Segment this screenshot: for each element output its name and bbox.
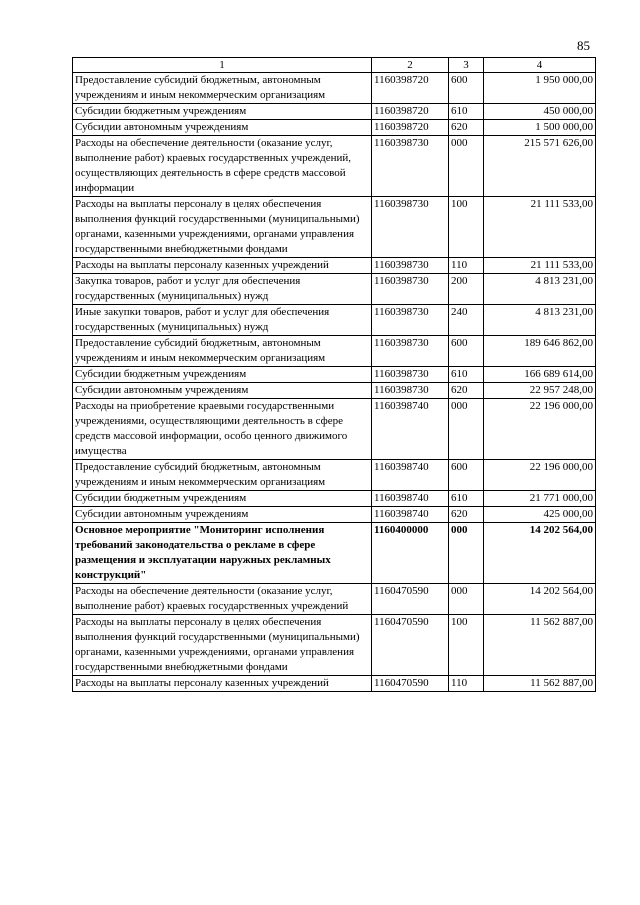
row-name-cell: Закупка товаров, работ и услуг для обеспечения государственных (муниципальных) нужд bbox=[73, 274, 372, 305]
row-type-cell: 240 bbox=[449, 305, 484, 336]
row-name-cell: Субсидии бюджетным учреждениям bbox=[73, 104, 372, 120]
row-name-cell: Расходы на выплаты персоналу казенных учреждений bbox=[73, 258, 372, 274]
row-code-cell: 1160398720 bbox=[372, 120, 449, 136]
table-row bbox=[73, 274, 596, 305]
table-row bbox=[73, 120, 596, 136]
row-type-cell: 610 bbox=[449, 491, 484, 507]
row-amount-cell: 4 813 231,00 bbox=[484, 305, 596, 336]
row-amount-cell: 22 957 248,00 bbox=[484, 383, 596, 399]
row-name-cell: Субсидии бюджетным учреждениям bbox=[73, 367, 372, 383]
header-col-4: 4 bbox=[484, 58, 596, 73]
row-name-cell: Субсидии автономным учреждениям bbox=[73, 507, 372, 523]
row-amount-cell: 14 202 564,00 bbox=[484, 584, 596, 615]
row-code-cell: 1160400000 bbox=[372, 523, 449, 584]
table-row bbox=[73, 460, 596, 491]
row-name-cell: Субсидии автономным учреждениям bbox=[73, 120, 372, 136]
header-col-1: 1 bbox=[73, 58, 372, 73]
page-number: 85 bbox=[577, 38, 590, 53]
table-row bbox=[73, 507, 596, 523]
table-row bbox=[73, 336, 596, 367]
row-code-cell: 1160398730 bbox=[372, 305, 449, 336]
row-amount-cell: 21 111 533,00 bbox=[484, 258, 596, 274]
row-type-cell: 600 bbox=[449, 460, 484, 491]
row-amount-cell: 22 196 000,00 bbox=[484, 399, 596, 460]
row-amount-cell: 21 111 533,00 bbox=[484, 197, 596, 258]
table-header bbox=[73, 58, 596, 73]
row-amount-cell: 22 196 000,00 bbox=[484, 460, 596, 491]
row-code-cell: 1160470590 bbox=[372, 584, 449, 615]
row-type-cell: 110 bbox=[449, 676, 484, 692]
row-amount-cell: 21 771 000,00 bbox=[484, 491, 596, 507]
row-amount-cell: 1 500 000,00 bbox=[484, 120, 596, 136]
row-name-cell: Предоставление субсидий бюджетным, автономным учреждениям и иным некоммерческим организациям bbox=[73, 460, 372, 491]
row-code-cell: 1160470590 bbox=[372, 676, 449, 692]
row-code-cell: 1160398730 bbox=[372, 336, 449, 367]
table-row bbox=[73, 615, 596, 676]
table-body bbox=[73, 73, 596, 692]
row-type-cell: 610 bbox=[449, 367, 484, 383]
row-amount-cell: 11 562 887,00 bbox=[484, 615, 596, 676]
row-type-cell: 200 bbox=[449, 274, 484, 305]
row-name-cell: Предоставление субсидий бюджетным, автономным учреждениям и иным некоммерческим организациям bbox=[73, 73, 372, 104]
row-code-cell: 1160398730 bbox=[372, 367, 449, 383]
table-row bbox=[73, 197, 596, 258]
header-col-2: 2 bbox=[372, 58, 449, 73]
row-amount-cell: 14 202 564,00 bbox=[484, 523, 596, 584]
row-amount-cell: 425 000,00 bbox=[484, 507, 596, 523]
row-code-cell: 1160398740 bbox=[372, 399, 449, 460]
table-row bbox=[73, 399, 596, 460]
row-type-cell: 110 bbox=[449, 258, 484, 274]
table-row bbox=[73, 305, 596, 336]
row-name-cell: Расходы на выплаты персоналу казенных учреждений bbox=[73, 676, 372, 692]
row-code-cell: 1160398740 bbox=[372, 460, 449, 491]
row-code-cell: 1160398740 bbox=[372, 507, 449, 523]
table-row bbox=[73, 104, 596, 120]
row-amount-cell: 1 950 000,00 bbox=[484, 73, 596, 104]
row-name-cell: Расходы на обеспечение деятельности (оказание услуг, выполнение работ) краевых государственных учреждений bbox=[73, 584, 372, 615]
row-code-cell: 1160398730 bbox=[372, 258, 449, 274]
row-type-cell: 100 bbox=[449, 615, 484, 676]
row-name-cell: Расходы на выплаты персоналу в целях обеспечения выполнения функций государственными (муниципальными) органами, казенными учреждениями, органами управления государственными внебюджетными фондами bbox=[73, 615, 372, 676]
table-row bbox=[73, 383, 596, 399]
row-type-cell: 620 bbox=[449, 383, 484, 399]
row-name-cell: Расходы на приобретение краевыми государственными учреждениями, осуществляющими деятельность в сфере средств массовой информации, особо ценного движимого имущества bbox=[73, 399, 372, 460]
row-name-cell: Основное мероприятие "Мониторинг исполнения требований законодательства о рекламе в сфере размещения и эксплуатации наружных рекламных конструкций" bbox=[73, 523, 372, 584]
row-type-cell: 000 bbox=[449, 523, 484, 584]
row-code-cell: 1160398730 bbox=[372, 136, 449, 197]
row-code-cell: 1160470590 bbox=[372, 615, 449, 676]
row-type-cell: 100 bbox=[449, 197, 484, 258]
row-type-cell: 000 bbox=[449, 136, 484, 197]
row-name-cell: Субсидии автономным учреждениям bbox=[73, 383, 372, 399]
row-type-cell: 620 bbox=[449, 120, 484, 136]
table-row bbox=[73, 258, 596, 274]
table-row bbox=[73, 491, 596, 507]
table-row bbox=[73, 367, 596, 383]
row-code-cell: 1160398720 bbox=[372, 104, 449, 120]
row-type-cell: 600 bbox=[449, 336, 484, 367]
header-col-3: 3 bbox=[449, 58, 484, 73]
row-name-cell: Расходы на выплаты персоналу в целях обеспечения выполнения функций государственными (муниципальными) органами, казенными учреждениями, органами управления государственными внебюджетными фондами bbox=[73, 197, 372, 258]
row-amount-cell: 11 562 887,00 bbox=[484, 676, 596, 692]
row-name-cell: Расходы на обеспечение деятельности (оказание услуг, выполнение работ) краевых государственных учреждений, осуществляющих деятельность в сфере средств массовой информации bbox=[73, 136, 372, 197]
row-type-cell: 620 bbox=[449, 507, 484, 523]
budget-table bbox=[72, 57, 596, 692]
row-type-cell: 600 bbox=[449, 73, 484, 104]
row-type-cell: 000 bbox=[449, 399, 484, 460]
row-name-cell: Предоставление субсидий бюджетным, автономным учреждениям и иным некоммерческим организациям bbox=[73, 336, 372, 367]
table-row bbox=[73, 676, 596, 692]
table-row bbox=[73, 584, 596, 615]
row-code-cell: 1160398730 bbox=[372, 197, 449, 258]
row-name-cell: Субсидии бюджетным учреждениям bbox=[73, 491, 372, 507]
row-type-cell: 000 bbox=[449, 584, 484, 615]
row-amount-cell: 4 813 231,00 bbox=[484, 274, 596, 305]
table-row bbox=[73, 136, 596, 197]
row-code-cell: 1160398730 bbox=[372, 383, 449, 399]
row-amount-cell: 215 571 626,00 bbox=[484, 136, 596, 197]
row-amount-cell: 450 000,00 bbox=[484, 104, 596, 120]
row-code-cell: 1160398720 bbox=[372, 73, 449, 104]
row-amount-cell: 166 689 614,00 bbox=[484, 367, 596, 383]
row-code-cell: 1160398740 bbox=[372, 491, 449, 507]
row-type-cell: 610 bbox=[449, 104, 484, 120]
table-row bbox=[73, 523, 596, 584]
row-amount-cell: 189 646 862,00 bbox=[484, 336, 596, 367]
table-row bbox=[73, 73, 596, 104]
row-name-cell: Иные закупки товаров, работ и услуг для обеспечения государственных (муниципальных) нужд bbox=[73, 305, 372, 336]
row-code-cell: 1160398730 bbox=[372, 274, 449, 305]
